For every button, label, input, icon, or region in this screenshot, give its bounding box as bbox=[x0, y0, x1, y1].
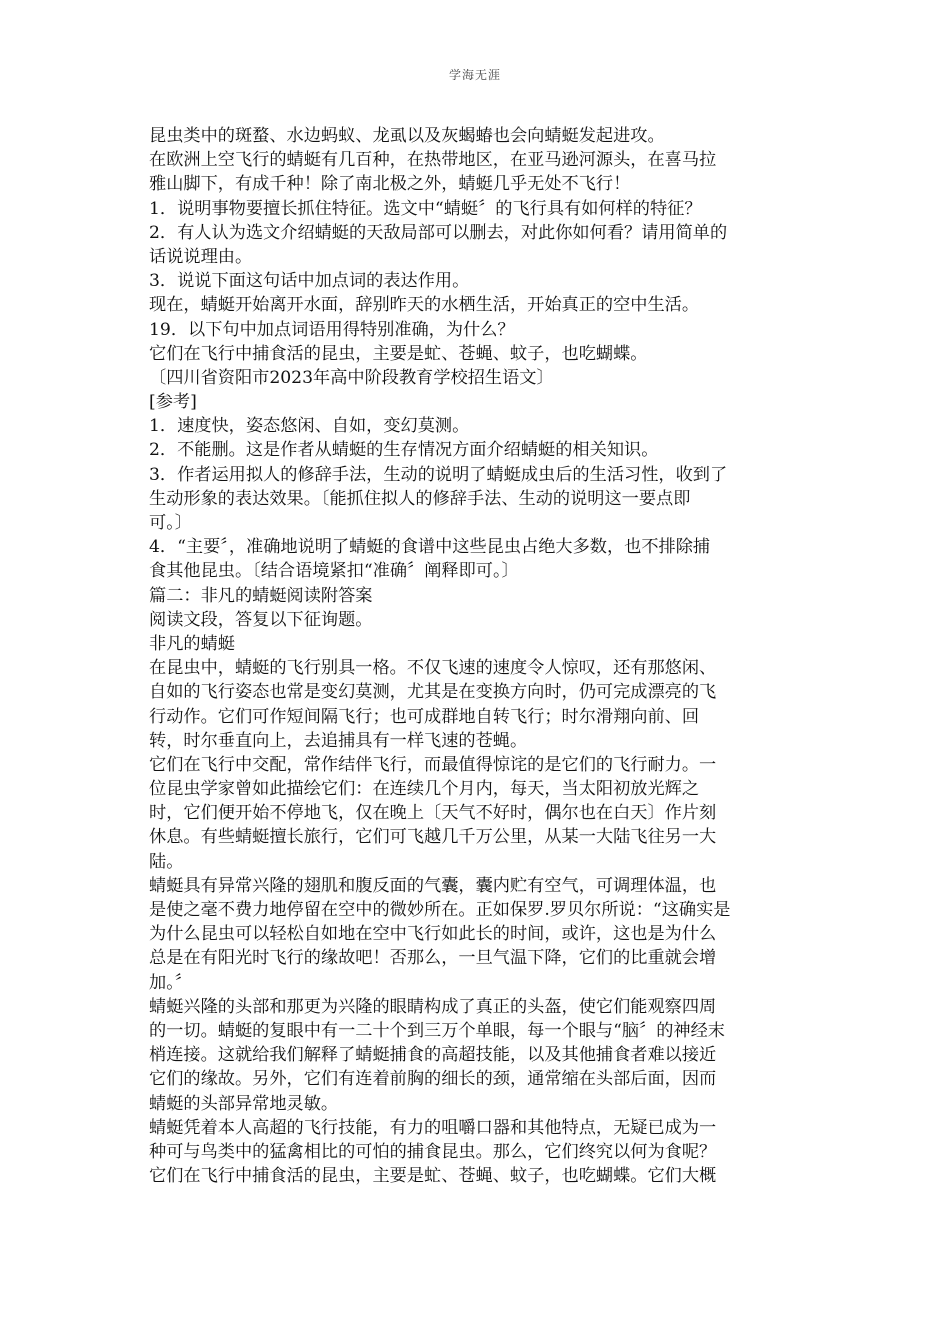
text-line: 雅山脚下，有成千种！除了南北极之外，蜻蜓几乎无处不飞行！ bbox=[149, 174, 631, 195]
page-header: 学海无涯 bbox=[448, 68, 501, 82]
text-line: 它们在飞行中捕食活的昆虫，主要是虻、苍蝇、蚊子，也吃蝴蝶。它们大概 bbox=[149, 1166, 717, 1187]
text-line: 位昆虫学家曾如此描绘它们：在连续几个月内，每天，当太阳初放光辉之 bbox=[149, 779, 700, 800]
source-line: 〔四川省资阳市2023年高中阶段教育学校招生语文〕 bbox=[149, 367, 554, 388]
text-line: 行动作。它们可作短间隔飞行；也可成群地自转飞行；时尔滑翔向前、回 bbox=[149, 706, 700, 727]
text-line: 梢连接。这就给我们解释了蜻蜓捕食的高超技能，以及其他捕食者难以接近 bbox=[149, 1045, 717, 1066]
text-line: 在昆虫中，蜻蜓的飞行别具一格。不仅飞速的速度令人惊叹，还有那悠闲、 bbox=[149, 658, 717, 679]
text-line: 自如的飞行姿态也常是变幻莫测，尤其是在变换方向时，仍可完成漂亮的飞 bbox=[149, 682, 717, 703]
text-line: 蜻蜓的头部异常地灵敏。 bbox=[149, 1093, 339, 1114]
instruction-line: 阅读文段，答复以下征询题。 bbox=[149, 609, 373, 630]
question-line: 3．说说下面这句话中加点词的表达作用。 bbox=[149, 271, 470, 292]
article-title: 非凡的蜻蜓 bbox=[149, 633, 235, 654]
text-line: 它们在飞行中交配，常作结伴飞行，而最值得惊诧的是它们的飞行耐力。一 bbox=[149, 754, 717, 775]
question-line: 19．以下句中加点词语用得特别准确，为什么？ bbox=[149, 319, 515, 340]
answer-line: 食其他昆虫。〔结合语境紧扣“准确〞阐释即可。〕 bbox=[149, 561, 519, 582]
question-line: 2．有人认为选文介绍蜻蜓的天敌局部可以删去，对此你如何看？请用简单的 bbox=[149, 222, 728, 243]
answer-line: 3．作者运用拟人的修辞手法，生动的说明了蜻蜓成虫后的生活习性，收到了 bbox=[149, 464, 728, 485]
answer-line: 1．速度快，姿态悠闲、自如，变幻莫测。 bbox=[149, 416, 470, 437]
document-body bbox=[149, 124, 801, 1188]
text-line: 现在，蜻蜓开始离开水面，辞别昨天的水栖生活，开始真正的空中生活。 bbox=[149, 295, 700, 316]
answer-line: 生动形象的表达效果。〔能抓住拟人的修辞手法、生动的说明这一要点即 bbox=[149, 488, 691, 509]
answer-line: 可。〕 bbox=[149, 513, 192, 533]
text-line: 它们的缘故。另外，它们有连着前胸的细长的颈，通常缩在头部后面，因而 bbox=[149, 1069, 717, 1090]
answer-line: 4．“主要〞，准确地说明了蜻蜓的食谱中这些昆虫占绝大多数，也不排除捕 bbox=[149, 537, 711, 558]
text-line: 为什么昆虫可以轻松自如地在空中飞行如此长的时间，或许，这也是为什么 bbox=[149, 924, 717, 945]
text-line: 陆。 bbox=[149, 851, 184, 872]
text-line: 总是在有阳光时飞行的缘故吧！否那么，一旦气温下降，它们的比重就会增 bbox=[149, 948, 717, 969]
text-line: 是使之毫不费力地停留在空中的微妙所在。正如保罗.罗贝尔所说：“这确实是 bbox=[149, 900, 731, 920]
text-line: 时，它们便开始不停地飞，仅在晚上〔天气不好时，偶尔也在白天〕作片刻 bbox=[149, 803, 717, 824]
answer-heading: [参考] bbox=[149, 392, 197, 413]
text-line: 种可与鸟类中的猛禽相比的可怕的捕食昆虫。那么，它们终究以何为食呢？ bbox=[149, 1141, 717, 1162]
section-title: 篇二：非凡的蜻蜓阅读附答案 bbox=[149, 585, 373, 606]
text-line: 转，时尔垂直向上，去追捕具有一样飞速的苍蝇。 bbox=[149, 730, 528, 751]
text-line: 蜻蜓凭着本人高超的飞行技能，有力的咀嚼口器和其他特点，无疑已成为一 bbox=[149, 1117, 717, 1138]
answer-line: 2．不能删。这是作者从蜻蜓的生存情况方面介绍蜻蜓的相关知识。 bbox=[149, 440, 659, 461]
text-line: 的一切。蜻蜓的复眼中有一二十个到三万个单眼，每一个眼与“脑〞的神经末 bbox=[149, 1020, 725, 1041]
question-line: 1．说明事物要擅长抓住特征。选文中“蜻蜓〞的飞行具有如何样的特征？ bbox=[149, 198, 702, 219]
text-line: 在欧洲上空飞行的蜻蜓有几百种，在热带地区，在亚马逊河源头，在喜马拉 bbox=[149, 150, 717, 171]
text-line: 昆虫类中的斑蝥、水边蚂蚁、龙虱以及灰蝎蝽也会向蜻蜓发起进攻。 bbox=[149, 126, 665, 146]
text-line: 蜻蜓具有异常兴隆的翅肌和腹反面的气囊，囊内贮有空气，可调理体温，也 bbox=[149, 875, 717, 896]
text-line: 休息。有些蜻蜓擅长旅行，它们可飞越几千万公里，从某一大陆飞往另一大 bbox=[149, 827, 717, 848]
text-line: 蜻蜓兴隆的头部和那更为兴隆的眼睛构成了真正的头盔，使它们能观察四周 bbox=[149, 996, 717, 1017]
question-line: 话说说理由。 bbox=[149, 246, 253, 267]
text-line: 加。〞 bbox=[149, 972, 192, 993]
text-line: 它们在飞行中捕食活的昆虫，主要是虻、苍蝇、蚊子，也吃蝴蝶。 bbox=[149, 343, 648, 364]
